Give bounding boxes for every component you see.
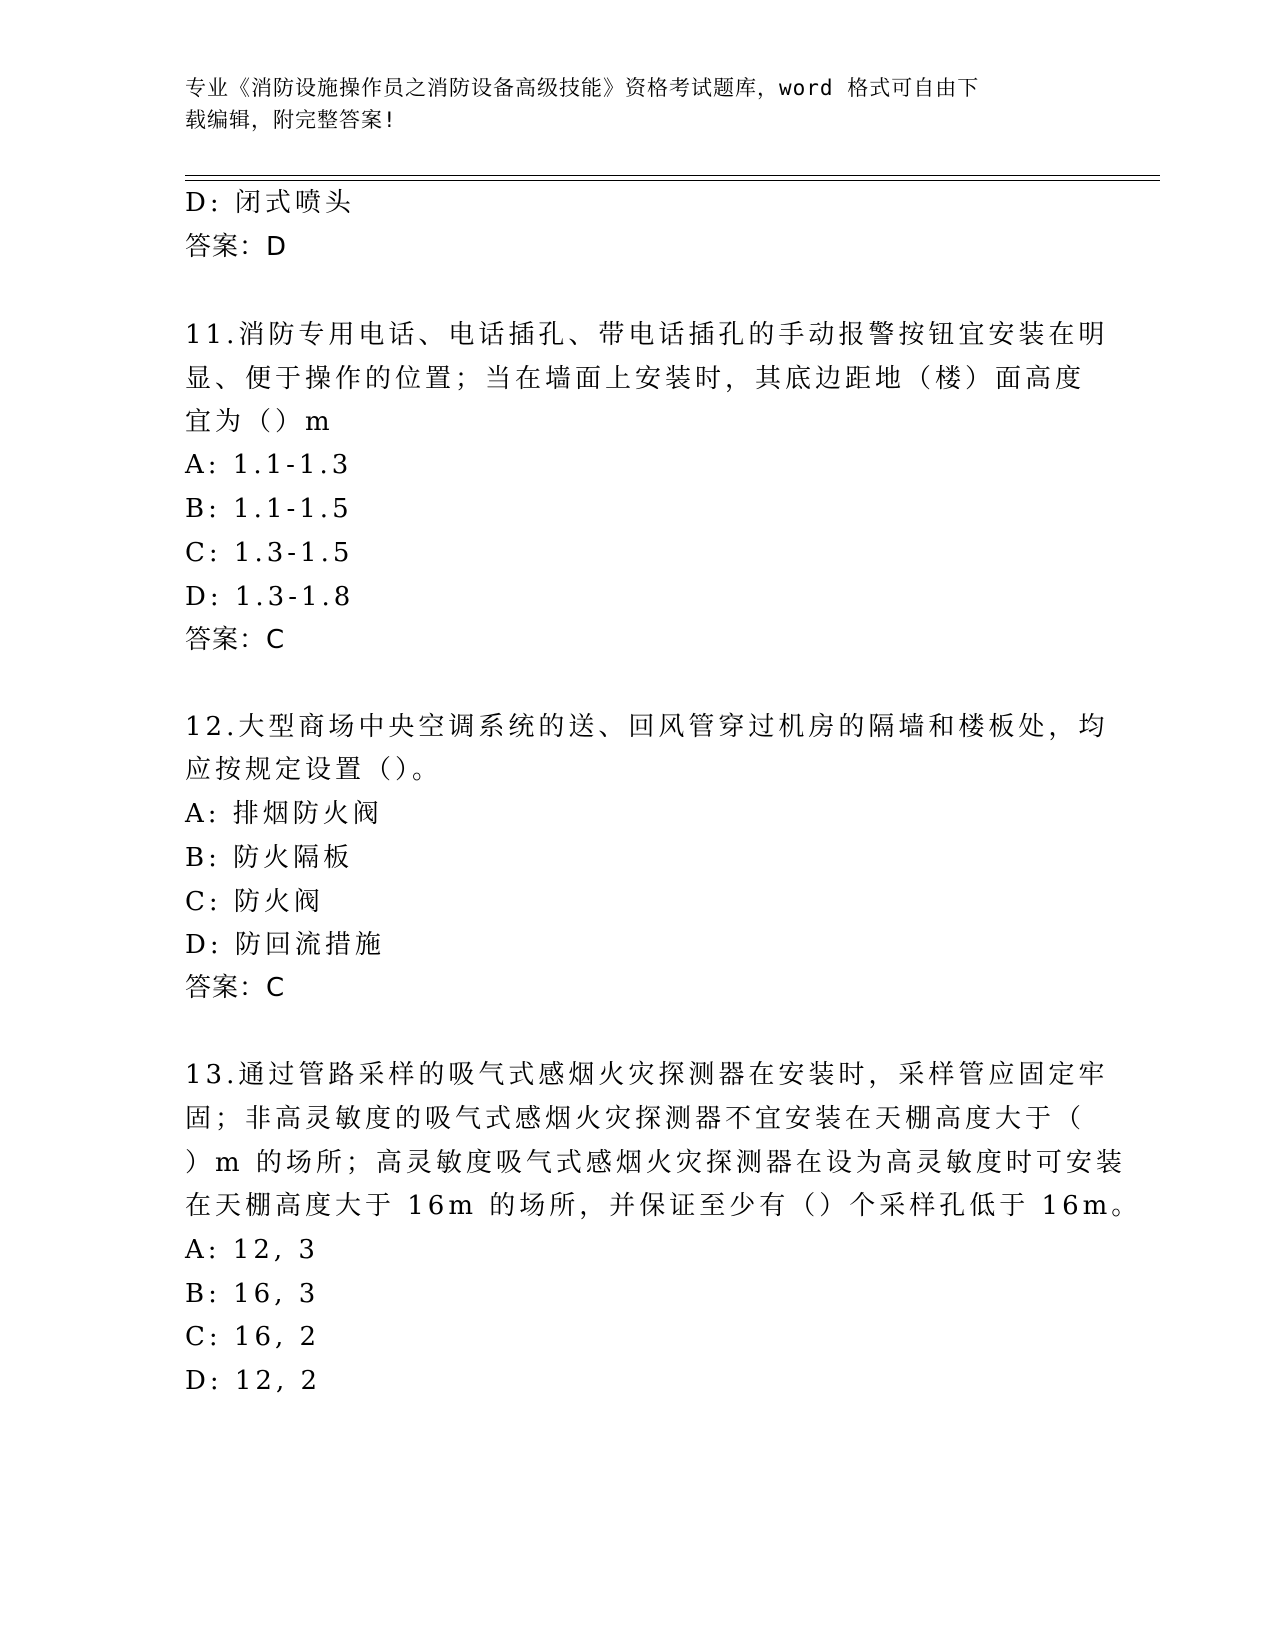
q10-answer: 答案：D [185, 232, 288, 262]
header-line-1: 专业《消防设施操作员之消防设备高级技能》资格考试题库，word 格式可自由下 [185, 76, 980, 100]
q11-stem-line-3: 宜为（）m [185, 407, 334, 437]
q11-stem-line-1: 11.消防专用电话、电话插孔、带电话插孔的手动报警按钮宜安装在明 [185, 320, 1109, 350]
q12-answer: 答案：C [185, 973, 286, 1003]
q12-option-b: B: 防火隔板 [185, 843, 354, 873]
q13-option-d: D: 12, 2 [185, 1366, 322, 1396]
q11-option-c: C: 1.3-1.5 [185, 538, 354, 568]
q12-stem-line-2: 应按规定设置（）。 [185, 755, 443, 785]
q13-stem-line-4: 在天棚高度大于 16m 的场所，并保证至少有（）个采样孔低于 16m。 [185, 1191, 1142, 1221]
q11-stem-line-2: 显、便于操作的位置；当在墙面上安装时，其底边距地（楼）面高度 [185, 364, 1086, 394]
q13-stem-line-3: ）m 的场所；高灵敏度吸气式感烟火灾探测器在设为高灵敏度时可安装 [185, 1148, 1126, 1178]
header-line-2: 载编辑，附完整答案! [185, 108, 397, 132]
q11-answer: 答案：C [185, 625, 286, 655]
q12-option-c: C: 防火阀 [185, 887, 324, 917]
q13-option-c: C: 16, 2 [185, 1322, 321, 1352]
q12-stem-line-1: 12.大型商场中央空调系统的送、回风管穿过机房的隔墙和楼板处，均 [185, 712, 1109, 742]
q13-option-b: B: 16, 3 [185, 1279, 320, 1309]
q13-stem-line-1: 13.通过管路采样的吸气式感烟火灾探测器在安装时，采样管应固定牢 [185, 1060, 1109, 1090]
q11-option-b: B: 1.1-1.5 [185, 494, 353, 524]
q12-option-a: A: 排烟防火阀 [185, 799, 383, 829]
header-divider-top [185, 175, 1160, 176]
q11-option-a: A: 1.1-1.3 [185, 450, 353, 480]
document-header [185, 72, 1085, 136]
q13-option-a: A: 12, 3 [185, 1235, 319, 1265]
q10-option-d: D: 闭式喷头 [185, 188, 355, 218]
header-divider-bottom [185, 180, 1160, 181]
q13-stem-line-2: 固；非高灵敏度的吸气式感烟火灾探测器不宜安装在天棚高度大于（ [185, 1104, 1086, 1134]
q11-option-d: D: 1.3-1.8 [185, 582, 355, 612]
q12-option-d: D: 防回流措施 [185, 930, 385, 960]
